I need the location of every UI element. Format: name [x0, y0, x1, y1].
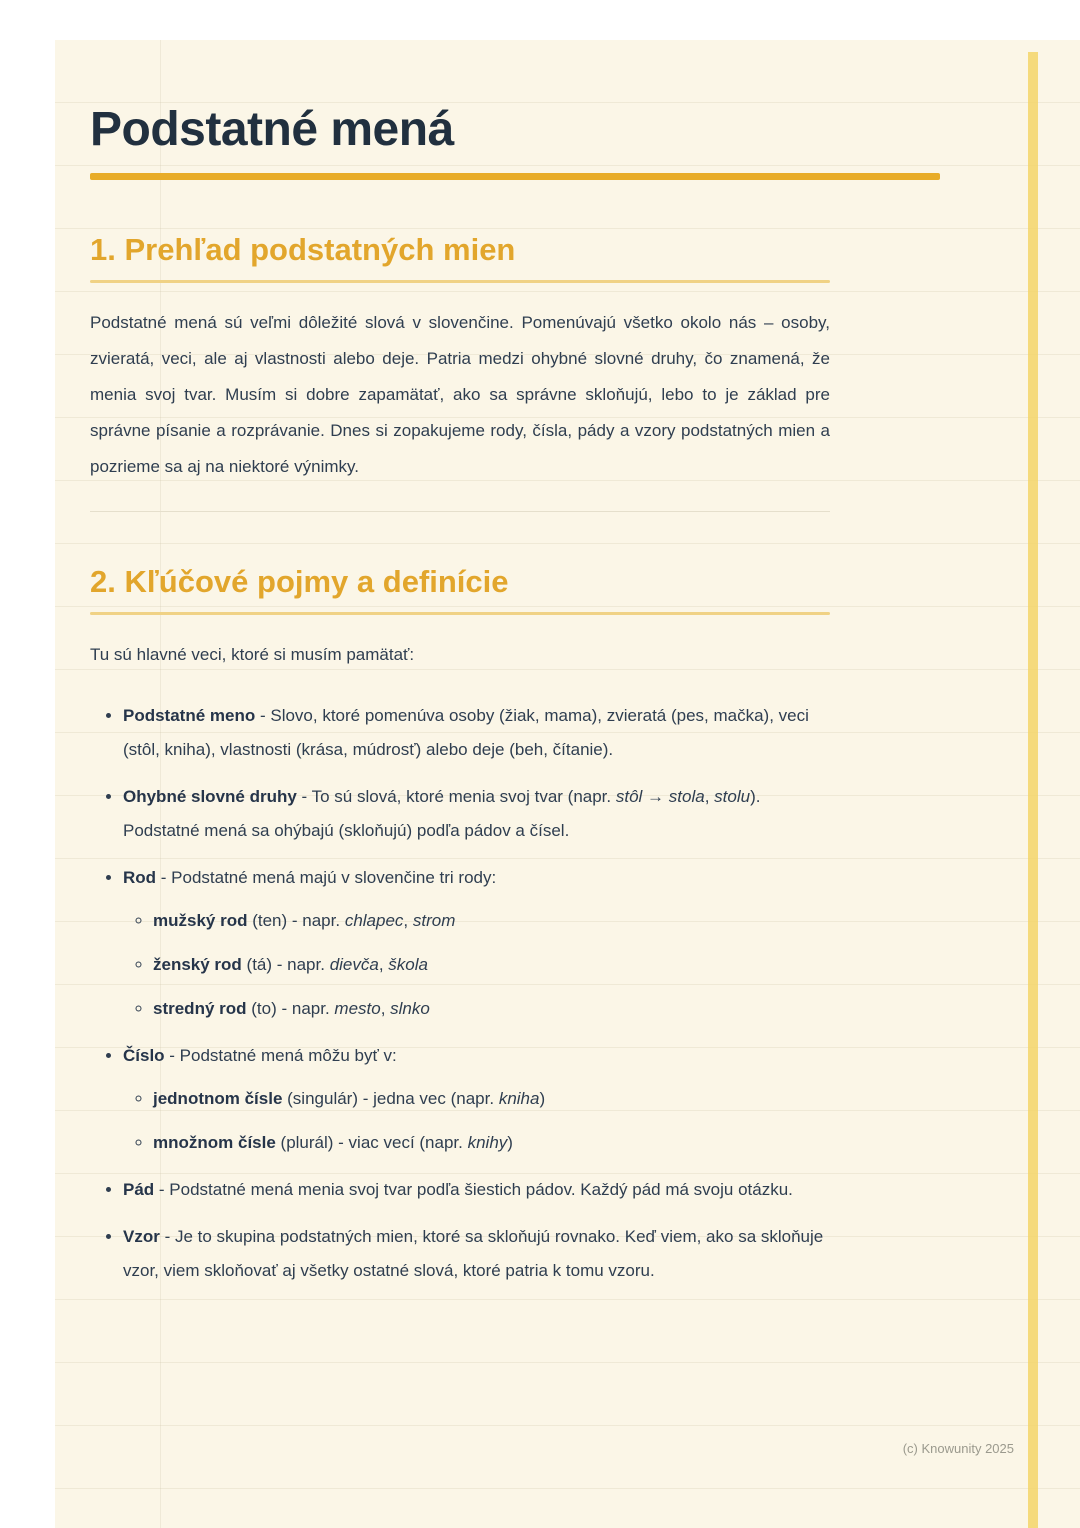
term-label: Číslo	[123, 1046, 165, 1065]
term-text: ,	[704, 787, 715, 806]
footer-credit: (c) Knowunity 2025	[902, 1441, 1014, 1456]
term-label: stredný rod	[153, 999, 247, 1018]
page-title: Podstatné mená	[90, 103, 454, 156]
term-text: - Slovo, ktoré pomenúva osoby (žiak, mama), zvieratá (pes, mačka), veci (stôl, kniha), vlastnosti (krása, múdrosť) alebo deje (beh, čítanie).	[123, 706, 809, 759]
term-text: stola	[668, 787, 705, 806]
term-text: - Podstatné mená menia svoj tvar podľa šiestich pádov. Každý pád má svoju otázku.	[154, 1180, 793, 1199]
term-text: (tá) - napr.	[241, 955, 330, 974]
term-text: chlapec	[344, 911, 404, 930]
term-label: ženský rod	[153, 955, 242, 974]
term-text: (to) - napr.	[246, 999, 335, 1018]
term-text: ,	[378, 955, 389, 974]
term-text: - Je to skupina podstatných mien, ktoré sa skloňujú rovnako. Keď viem, ako sa skloňuje vzor, viem skloňovať aj všetky ostatné slová, ktoré patria k tomu vzoru.	[123, 1227, 824, 1280]
list-item	[123, 1173, 830, 1207]
term-text: knihy	[467, 1133, 508, 1152]
term-label: množnom čísle	[153, 1133, 276, 1152]
sub-list	[123, 904, 830, 1026]
key-terms-list	[90, 699, 830, 1288]
notebook-sheet	[55, 40, 1080, 1528]
term-text: dievča	[329, 955, 379, 974]
sub-list-item	[153, 992, 830, 1026]
sub-list-item	[153, 1082, 830, 1116]
term-text: (ten) - napr.	[247, 911, 345, 930]
term-label: Pád	[123, 1180, 155, 1199]
sub-list-item	[153, 948, 830, 982]
term-text: - To sú slová, ktoré menia svoj tvar (napr.	[296, 787, 616, 806]
term-label: Ohybné slovné druhy	[123, 787, 297, 806]
term-label: Rod	[123, 868, 157, 887]
term-text: (plurál) - viac vecí (napr.	[275, 1133, 468, 1152]
term-label: jednotnom čísle	[153, 1089, 283, 1108]
term-text: - Podstatné mená môžu byť v:	[164, 1046, 397, 1065]
title-underline	[90, 173, 940, 180]
term-text: ,	[380, 999, 391, 1018]
term-text: škola	[388, 955, 428, 974]
term-label: mužský rod	[153, 911, 248, 930]
key-terms-intro: Tu sú hlavné veci, ktoré si musím pamätať:	[90, 645, 415, 664]
term-text: →	[642, 787, 669, 806]
term-text: stolu	[714, 787, 751, 806]
term-text: strom	[412, 911, 456, 930]
term-text: kniha	[498, 1089, 540, 1108]
list-item	[123, 1220, 830, 1288]
term-label: Podstatné meno	[123, 706, 256, 725]
term-text: ). Podstatné mená sa ohýbajú (skloňujú) podľa pádov a čísel.	[123, 787, 761, 840]
sub-list-item	[153, 904, 830, 938]
term-text: )	[507, 1133, 513, 1152]
document-content	[55, 40, 975, 1288]
section-2-underline	[90, 612, 830, 615]
term-text: )	[539, 1089, 546, 1108]
list-item	[123, 699, 830, 767]
term-text: - Podstatné mená majú v slovenčine tri rody:	[156, 868, 497, 887]
sub-list-item	[153, 1126, 830, 1160]
term-text: (singulár) - jedna vec (napr.	[282, 1089, 499, 1108]
term-label: Vzor	[123, 1227, 160, 1246]
section-overview	[90, 232, 975, 485]
section-key-terms	[90, 564, 975, 1288]
section-1-heading: 1. Prehľad podstatných mien	[90, 232, 516, 267]
section-divider	[90, 511, 830, 512]
section-1-underline	[90, 280, 830, 283]
term-text: ,	[403, 911, 413, 930]
term-text: mesto	[334, 999, 381, 1018]
list-item	[123, 861, 830, 1026]
overview-paragraph: Podstatné mená sú veľmi dôležité slová v slovenčine. Pomenúvajú všetko okolo nás – osoby, zvieratá, veci, ale aj vlastnosti alebo deje. Patria medzi ohybné slovné druhy, čo znamená, že menia svoj tvar. Musím si dobre zapamätať, ako sa správne skloňujú, lebo to je základ pre správne písanie a rozprávanie. Dnes si zopakujeme rody, čísla, pády a vzory podstatných mien a pozrieme sa aj na niektoré výnimky.	[90, 313, 830, 476]
sub-list	[123, 1082, 830, 1160]
list-item	[123, 1039, 830, 1160]
term-text: slnko	[390, 999, 430, 1018]
section-2-heading: 2. Kľúčové pojmy a definície	[90, 564, 509, 599]
term-text: stôl	[615, 787, 643, 806]
list-item	[123, 780, 830, 848]
margin-stripe	[1028, 52, 1038, 1528]
